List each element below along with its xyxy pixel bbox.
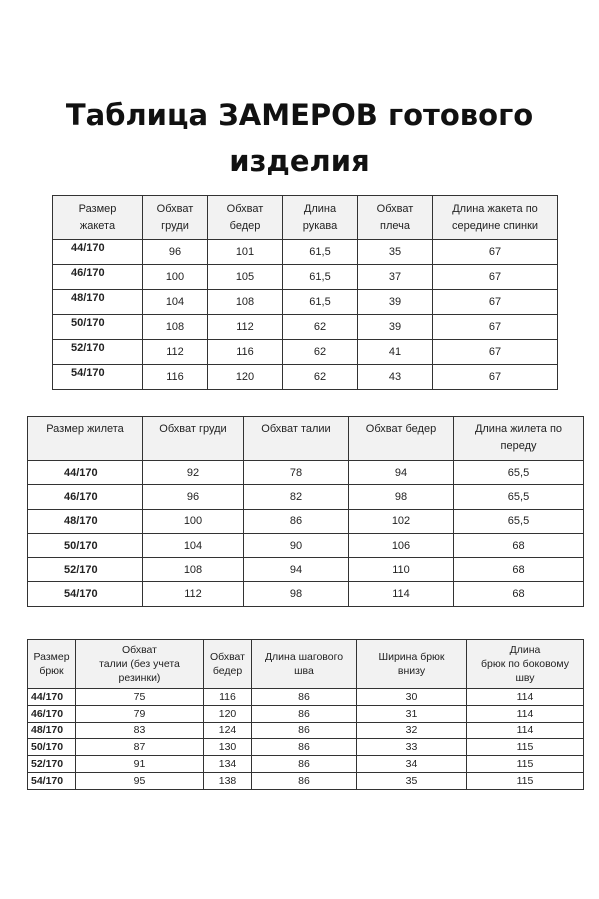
measurement-cell: 116 xyxy=(208,340,283,365)
column-header-text: Обхват xyxy=(122,644,157,656)
measurement-cell: 87 xyxy=(76,739,204,756)
measurement-cell: 116 xyxy=(204,689,252,706)
column-header-text: Обхват груди xyxy=(159,423,227,435)
size-cell: 52/170 xyxy=(53,340,143,365)
table-row xyxy=(28,739,584,756)
column-header xyxy=(143,417,244,461)
table-row xyxy=(28,582,584,606)
column-header-text: Обхват бедер xyxy=(365,423,437,435)
column-header-text: брюк по боковому xyxy=(481,658,569,670)
size-cell: 44/170 xyxy=(53,240,143,265)
measurement-cell: 120 xyxy=(208,365,283,390)
measurement-cell: 94 xyxy=(244,558,349,582)
size-cell: 46/170 xyxy=(28,705,76,722)
measurement-cell: 100 xyxy=(143,265,208,290)
column-header-text: Длина xyxy=(509,644,541,656)
column-header-text: рукава xyxy=(302,219,338,232)
measurement-cell: 114 xyxy=(467,689,584,706)
size-cell: 52/170 xyxy=(28,756,76,773)
table-header-row xyxy=(53,196,558,240)
measurement-cell: 115 xyxy=(467,739,584,756)
measurement-cell: 130 xyxy=(204,739,252,756)
measurement-cell: 96 xyxy=(143,485,244,509)
table-row xyxy=(28,558,584,582)
measurement-cell: 100 xyxy=(143,509,244,533)
column-header xyxy=(28,640,76,689)
column-header-text: шву xyxy=(515,672,535,684)
table-row xyxy=(28,705,584,722)
measurement-cell: 116 xyxy=(143,365,208,390)
measurement-cell: 114 xyxy=(349,582,454,606)
measurement-cell: 61,5 xyxy=(283,290,358,315)
column-header xyxy=(143,196,208,240)
measurement-cell: 86 xyxy=(252,722,357,739)
measurement-cell: 82 xyxy=(244,485,349,509)
column-header-text: Длина шагового xyxy=(264,651,344,663)
measurement-cell: 35 xyxy=(358,240,433,265)
measurement-cell: 86 xyxy=(252,739,357,756)
measurement-cell: 96 xyxy=(143,240,208,265)
column-header-text: бедер xyxy=(229,219,261,232)
measurement-cell: 104 xyxy=(143,533,244,557)
column-header-text: внизу xyxy=(397,665,426,677)
measurement-cell: 98 xyxy=(244,582,349,606)
measurement-cell: 62 xyxy=(283,365,358,390)
table-row xyxy=(28,756,584,773)
measurement-cell: 75 xyxy=(76,689,204,706)
size-cell: 54/170 xyxy=(28,772,76,789)
column-header xyxy=(204,640,252,689)
measurement-cell: 104 xyxy=(143,290,208,315)
size-cell: 54/170 xyxy=(28,582,143,606)
measurement-cell: 86 xyxy=(244,509,349,533)
measurement-cell: 108 xyxy=(143,558,244,582)
column-header-text: Размер xyxy=(33,651,70,663)
measurement-cell: 92 xyxy=(143,461,244,485)
table-row xyxy=(28,485,584,509)
column-header-text: Размер xyxy=(78,202,117,215)
measurement-cell: 112 xyxy=(143,582,244,606)
measurement-cell: 78 xyxy=(244,461,349,485)
measurement-cell: 62 xyxy=(283,315,358,340)
measurement-cell: 106 xyxy=(349,533,454,557)
size-cell: 54/170 xyxy=(53,365,143,390)
measurement-cell: 62 xyxy=(283,340,358,365)
measurement-cell: 65,5 xyxy=(454,509,584,533)
column-header-text: Длина жилета по xyxy=(474,423,563,435)
table-row xyxy=(53,265,558,290)
page-title-line-1: Таблица ЗАМЕРОВ готового xyxy=(65,98,534,132)
measurement-cell: 115 xyxy=(467,772,584,789)
column-header xyxy=(349,417,454,461)
vest-size-table xyxy=(27,416,584,607)
measurement-cell: 34 xyxy=(357,756,467,773)
measurement-cell: 65,5 xyxy=(454,485,584,509)
table-row xyxy=(53,315,558,340)
measurement-cell: 61,5 xyxy=(283,265,358,290)
column-header xyxy=(358,196,433,240)
column-header xyxy=(76,640,204,689)
measurement-cell: 102 xyxy=(349,509,454,533)
size-cell: 46/170 xyxy=(53,265,143,290)
measurement-cell: 39 xyxy=(358,290,433,315)
column-header-text: середине спинки xyxy=(451,219,539,232)
table-row xyxy=(53,365,558,390)
column-header-text: Длина жакета по xyxy=(452,202,538,215)
measurement-cell: 86 xyxy=(252,756,357,773)
trousers-size-table xyxy=(27,639,584,790)
column-header-text: Размер жилета xyxy=(46,423,124,435)
measurement-cell: 65,5 xyxy=(454,461,584,485)
column-header xyxy=(467,640,584,689)
measurement-cell: 108 xyxy=(143,315,208,340)
measurement-cell: 124 xyxy=(204,722,252,739)
measurement-cell: 110 xyxy=(349,558,454,582)
measurement-cell: 138 xyxy=(204,772,252,789)
column-header-text: резинки) xyxy=(118,672,161,684)
measurement-cell: 86 xyxy=(252,689,357,706)
measurement-cell: 98 xyxy=(349,485,454,509)
column-header xyxy=(53,196,143,240)
measurement-cell: 32 xyxy=(357,722,467,739)
measurement-cell: 94 xyxy=(349,461,454,485)
size-cell: 50/170 xyxy=(28,739,76,756)
column-header xyxy=(433,196,558,240)
measurement-cell: 86 xyxy=(252,772,357,789)
size-cell: 44/170 xyxy=(28,461,143,485)
size-cell: 48/170 xyxy=(28,509,143,533)
measurement-cell: 61,5 xyxy=(283,240,358,265)
table-row xyxy=(53,240,558,265)
measurement-cell: 35 xyxy=(357,772,467,789)
measurement-cell: 108 xyxy=(208,290,283,315)
column-header-text: талии (без учета xyxy=(99,658,180,670)
jacket-size-table xyxy=(52,195,558,390)
measurement-cell: 115 xyxy=(467,756,584,773)
measurement-cell: 33 xyxy=(357,739,467,756)
table-header-row xyxy=(28,417,584,461)
column-header-text: Длина xyxy=(303,202,337,215)
column-header-text: шва xyxy=(294,665,314,677)
measurement-cell: 67 xyxy=(433,340,558,365)
measurement-cell: 37 xyxy=(358,265,433,290)
table-row xyxy=(28,772,584,789)
column-header-text: Обхват xyxy=(210,651,245,663)
measurement-cell: 101 xyxy=(208,240,283,265)
measurement-cell: 67 xyxy=(433,365,558,390)
size-cell: 46/170 xyxy=(28,485,143,509)
column-header xyxy=(244,417,349,461)
measurement-cell: 39 xyxy=(358,315,433,340)
page-title-line-2: изделия xyxy=(229,144,370,178)
table-row xyxy=(28,533,584,557)
column-header xyxy=(454,417,584,461)
measurement-cell: 43 xyxy=(358,365,433,390)
measurement-cell: 79 xyxy=(76,705,204,722)
measurement-cell: 112 xyxy=(143,340,208,365)
column-header xyxy=(283,196,358,240)
column-header-text: переду xyxy=(500,440,537,452)
measurement-cell: 68 xyxy=(454,533,584,557)
measurement-cell: 41 xyxy=(358,340,433,365)
measurement-cell: 114 xyxy=(467,705,584,722)
column-header-text: Обхват xyxy=(376,202,414,215)
column-header-text: груди xyxy=(161,219,189,232)
column-header-text: жакета xyxy=(79,219,116,232)
table-row xyxy=(28,722,584,739)
measurement-cell: 67 xyxy=(433,290,558,315)
measurement-cell: 31 xyxy=(357,705,467,722)
size-cell: 44/170 xyxy=(28,689,76,706)
measurement-cell: 68 xyxy=(454,558,584,582)
size-cell: 48/170 xyxy=(28,722,76,739)
column-header-text: брюк xyxy=(39,665,64,677)
measurement-cell: 112 xyxy=(208,315,283,340)
table-row xyxy=(53,340,558,365)
column-header xyxy=(357,640,467,689)
column-header-text: Обхват xyxy=(156,202,194,215)
measurement-cell: 67 xyxy=(433,265,558,290)
measurement-cell: 91 xyxy=(76,756,204,773)
size-cell: 50/170 xyxy=(53,315,143,340)
size-cell: 50/170 xyxy=(28,533,143,557)
measurement-cell: 134 xyxy=(204,756,252,773)
table-row xyxy=(28,461,584,485)
column-header xyxy=(252,640,357,689)
column-header-text: плеча xyxy=(380,219,410,232)
table-row xyxy=(53,290,558,315)
column-header-text: Ширина брюк xyxy=(378,651,445,663)
measurement-cell: 105 xyxy=(208,265,283,290)
measurement-cell: 67 xyxy=(433,240,558,265)
measurement-cell: 95 xyxy=(76,772,204,789)
column-header-text: Обхват xyxy=(226,202,264,215)
table-row xyxy=(28,689,584,706)
measurement-cell: 114 xyxy=(467,722,584,739)
size-cell: 52/170 xyxy=(28,558,143,582)
measurement-cell: 86 xyxy=(252,705,357,722)
measurement-cell: 83 xyxy=(76,722,204,739)
table-header-row xyxy=(28,640,584,689)
measurement-cell: 120 xyxy=(204,705,252,722)
size-cell: 48/170 xyxy=(53,290,143,315)
measurement-cell: 90 xyxy=(244,533,349,557)
column-header xyxy=(208,196,283,240)
measurement-cell: 68 xyxy=(454,582,584,606)
column-header-text: бедер xyxy=(212,665,243,677)
column-header-text: Обхват талии xyxy=(261,423,331,435)
measurement-cell: 30 xyxy=(357,689,467,706)
column-header xyxy=(28,417,143,461)
table-row xyxy=(28,509,584,533)
measurement-cell: 67 xyxy=(433,315,558,340)
